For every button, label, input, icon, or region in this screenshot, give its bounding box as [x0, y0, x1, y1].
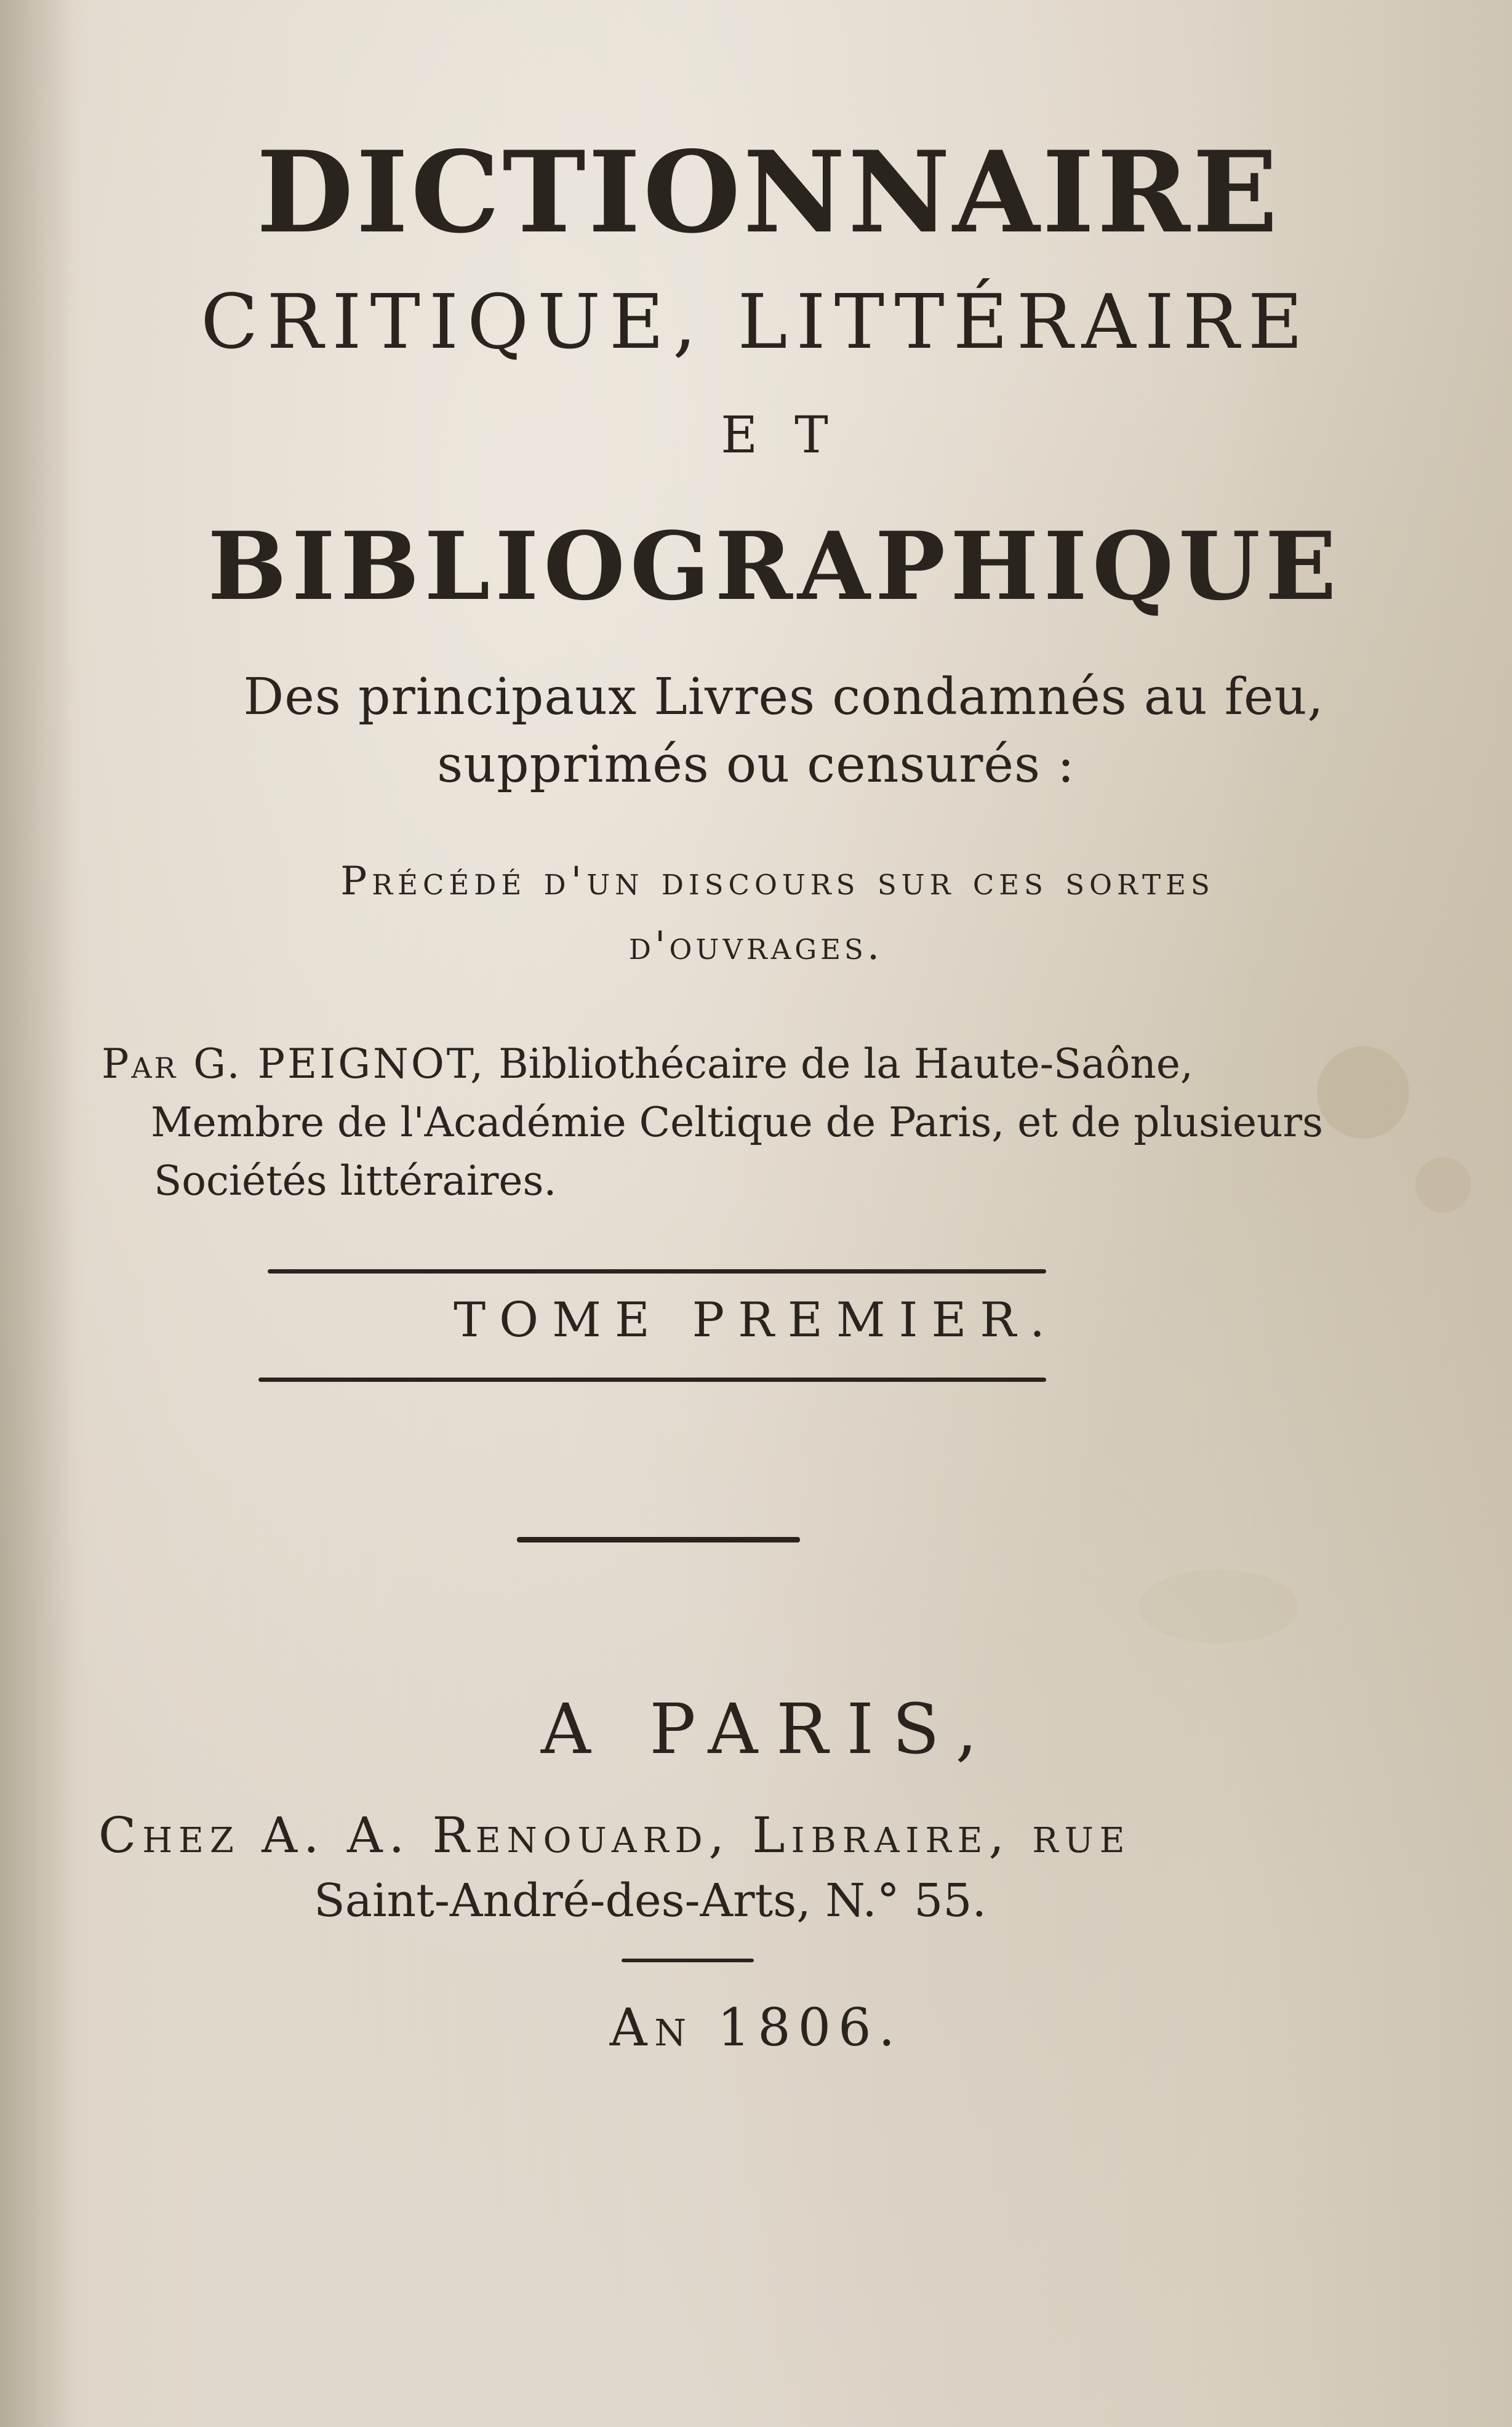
subtitle-line-2: supprimés ou censurés :: [437, 736, 1075, 794]
preface-line-2: d'ouvrages.: [628, 923, 884, 969]
title-line-1: DICTIONNAIRE: [256, 126, 1281, 258]
author-title: Bibliothécaire de la Haute-Saône,: [486, 1040, 1193, 1088]
rule-above-year: [622, 1959, 754, 1962]
ornament-rule: [517, 1537, 800, 1542]
publisher-line-2: Saint-André-des-Arts, N.° 55.: [314, 1874, 986, 1927]
foxing-stain: [1415, 1157, 1471, 1213]
author-name: Par G. PEIGNOT,: [102, 1040, 486, 1088]
publication-year: An 1806.: [609, 1997, 903, 2058]
imprint-city: A PARIS,: [540, 1690, 996, 1770]
title-line-4: BIBLIOGRAPHIQUE: [207, 511, 1342, 621]
rule-above-volume: [268, 1269, 1046, 1274]
volume-label: TOME PREMIER.: [454, 1293, 1058, 1348]
author-line-3: Sociétés littéraires.: [154, 1157, 557, 1205]
publisher-line-1: Chez A. A. Renouard, Libraire, rue: [98, 1807, 1131, 1864]
author-line-1: [102, 1040, 1193, 1088]
subtitle-line-1: Des principaux Livres condamnés au feu,: [243, 668, 1324, 726]
title-line-2: CRITIQUE, LITTÉRAIRE: [201, 278, 1311, 366]
rule-below-volume: [258, 1378, 1046, 1382]
preface-line-1: Précédé d'un discours sur ces sortes: [340, 859, 1215, 904]
author-line-2: Membre de l'Académie Celtique de Paris, et de plusieurs: [151, 1099, 1323, 1146]
title-line-3: ET: [721, 406, 865, 465]
foxing-stain: [1138, 1570, 1298, 1643]
foxing-stain: [1317, 1046, 1409, 1139]
